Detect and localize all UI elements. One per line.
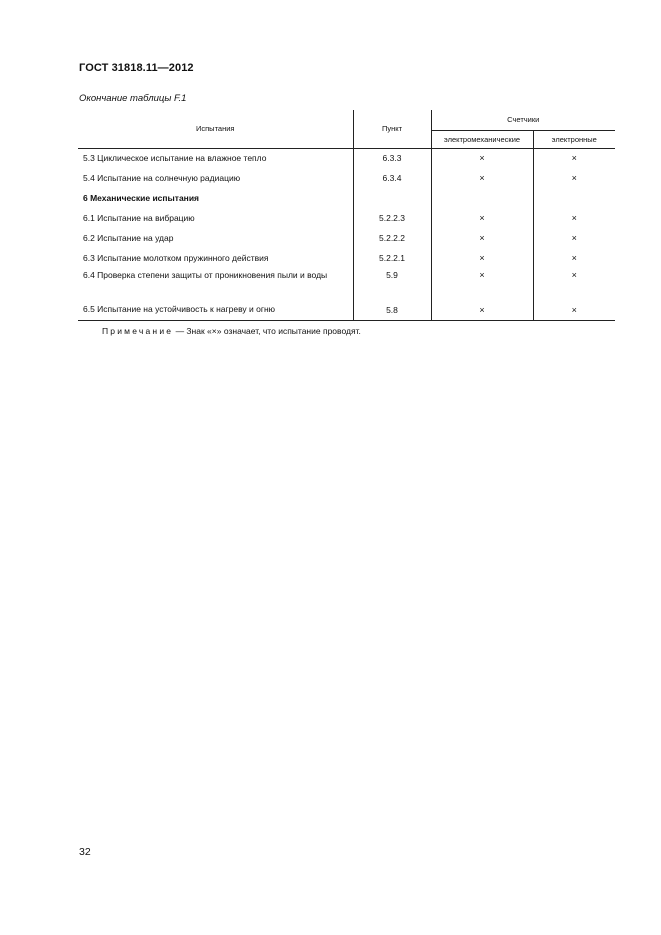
section-row	[78, 188, 615, 208]
test-name: 6.1 Испытание на вибрацию	[78, 208, 353, 228]
electronic-mark: ×	[571, 233, 577, 243]
clause-number: 5.2.2.2	[353, 228, 431, 248]
electronic-mark: ×	[571, 213, 577, 223]
column-header-tests: Испытания	[78, 110, 353, 148]
clause-number: 5.2.2.1	[353, 248, 431, 268]
electromechanical-mark: ×	[431, 208, 533, 228]
note-row	[78, 320, 615, 341]
electromechanical-mark: ×	[431, 248, 533, 268]
electronic-mark: ×	[571, 270, 577, 280]
clause-number-empty	[353, 188, 431, 208]
test-name: 6.3 Испытание молотком пружинного действия	[78, 248, 353, 268]
tests-table	[78, 110, 615, 341]
electronic-mark: ×	[571, 253, 577, 263]
electromechanical-mark: ×	[431, 228, 533, 248]
clause-number: 6.3.4	[353, 168, 431, 188]
electronic-mark: ×	[571, 153, 577, 164]
clause-number: 5.8	[353, 300, 431, 320]
electromechanical-mark-empty	[431, 188, 533, 208]
clause-number: 6.3.3	[353, 148, 431, 168]
table-row	[78, 248, 615, 268]
test-name: 5.3 Циклическое испытание на влажное тепло	[78, 148, 353, 168]
electromechanical-mark: ×	[431, 148, 533, 168]
table-row	[78, 300, 615, 320]
note-label: Примечание	[102, 325, 174, 336]
electromechanical-mark: ×	[431, 168, 533, 188]
table-row	[78, 148, 615, 168]
test-name: 6.2 Испытание на удар	[78, 228, 353, 248]
table-row	[78, 208, 615, 228]
column-header-electronic: электронные	[533, 130, 615, 148]
test-name: 6.4 Проверка степени защиты от проникновения пыли и воды	[78, 268, 353, 300]
electromechanical-mark: ×	[431, 268, 533, 300]
table-note	[78, 320, 615, 341]
table-row	[78, 168, 615, 188]
page-number: 32	[79, 846, 91, 858]
table-row	[78, 228, 615, 248]
electronic-mark: ×	[571, 173, 577, 183]
clause-number: 5.2.2.3	[353, 208, 431, 228]
document-code: ГОСТ 31818.11—2012	[79, 62, 194, 74]
section-title: 6 Механические испытания	[78, 188, 353, 208]
table-caption: Окончание таблицы F.1	[79, 93, 187, 104]
note-text: — Знак «×» означает, что испытание проводят.	[173, 325, 361, 336]
column-header-electromechanical: электромеханические	[431, 130, 533, 148]
column-header-meters: Счетчики	[431, 110, 615, 130]
test-name: 6.5 Испытание на устойчивость к нагреву и огню	[78, 300, 353, 320]
electronic-mark-empty	[533, 188, 615, 208]
table-row	[78, 268, 615, 300]
electronic-mark: ×	[571, 304, 577, 315]
test-name: 5.4 Испытание на солнечную радиацию	[78, 168, 353, 188]
electromechanical-mark: ×	[431, 300, 533, 320]
clause-number: 5.9	[353, 268, 431, 300]
column-header-clause: Пункт	[353, 110, 431, 148]
